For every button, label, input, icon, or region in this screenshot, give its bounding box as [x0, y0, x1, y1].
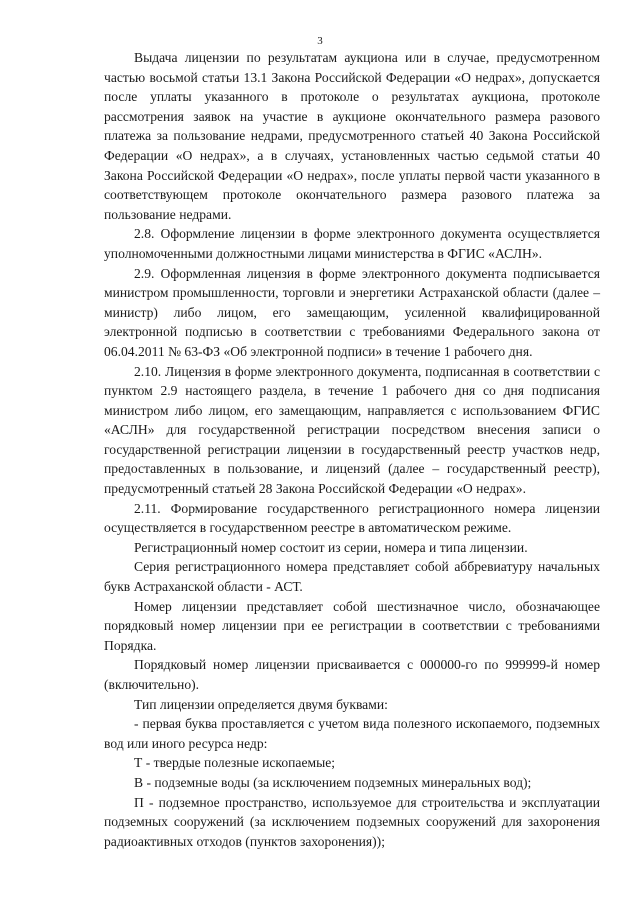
paragraph-license-issuance-after-auction: Выдача лицензии по результатам аукциона или в случае, предусмотренном частью восьмой статьи 13.1 Закона Российской Федерации «О недрах», допускается после уплаты указанного в протоколе о результатах аукциона, протоколе рассмотрения заявок на участие в аукционе окончательного размера разового платежа за пользование недрами, предусмотренного статьей 40 Закона Российской Федерации «О недрах», а в случаях, установленных частью седьмой статьи 40 Закона Российской Федерации «О недрах», после уплаты первой части указанного в соответствующем протоколе окончательного размера разового платежа за пользование недрами. — [104, 50, 600, 222]
paragraph-license-type: Тип лицензии определяется двумя буквами: — [134, 696, 388, 712]
paragraph-sequence-range: Порядковый номер лицензии присваивается с 000000-го по 999999-й номер (включительно). — [104, 657, 600, 692]
list-item-type-p: П - подземное пространство, используемое для строительства и эксплуатации подземных сооружений (за исключением подземных сооружений для захоронения радиоактивных отходов (пунктов захоронения)); — [104, 794, 600, 849]
paragraph-registration-series: Серия регистрационного номера представляет собой аббревиатуру начальных букв Астраханской области - АСТ. — [104, 559, 600, 595]
page-number: 3 — [317, 35, 323, 47]
list-item-type-t: Т - твердые полезные ископаемые; — [134, 755, 336, 771]
document-body — [104, 48, 600, 851]
paragraph-registration-number-structure: Регистрационный номер состоит из серии, номера и типа лицензии. — [134, 539, 528, 555]
list-item-type-v: В - подземные воды (за исключением подземных минеральных вод); — [134, 774, 532, 790]
paragraph-first-letter: - первая буква проставляется с учетом вида полезного ископаемого, подземных вод или иного ресурса недр: — [104, 716, 600, 751]
paragraph-2-9: 2.9. Оформленная лицензия в форме электронного документа подписывается министром промышленности, торговли и энергетики Астраханской области (далее – министр) либо лицом, его замещающим, усиленной квалифицированной электронной подписью в соответствии с требованиями Федерального закона от 06.04.2011 № 63-ФЗ «Об электронной подписи» в течение 1 рабочего дня. — [104, 265, 600, 359]
paragraph-2-8: 2.8. Оформление лицензии в форме электронного документа осуществляется уполномоченными должностными лицами министерства в ФГИС «АСЛН». — [104, 226, 600, 261]
paragraph-2-10: 2.10. Лицензия в форме электронного документа, подписанная в соответствии с пунктом 2.9 настоящего раздела, в течение 1 рабочего дня со дня подписания министром либо лицом, его замещающим, направляется с использованием ФГИС «АСЛН» для государственной регистрации посредством внесения записи о государственной регистрации лицензии в государственный реестр участков недр, предоставленных в пользование, и лицензий (далее – государственный реестр), предусмотренный статьей 28 Закона Российской Федерации «О недрах». — [104, 363, 600, 497]
paragraph-2-11: 2.11. Формирование государственного регистрационного номера лицензии осуществляется в государственном реестре в автоматическом режиме. — [104, 500, 600, 536]
paragraph-license-number: Номер лицензии представляет собой шестизначное число, обозначающее порядковый номер лицензии при ее регистрации в соответствии с требованиями Порядка. — [104, 598, 600, 653]
